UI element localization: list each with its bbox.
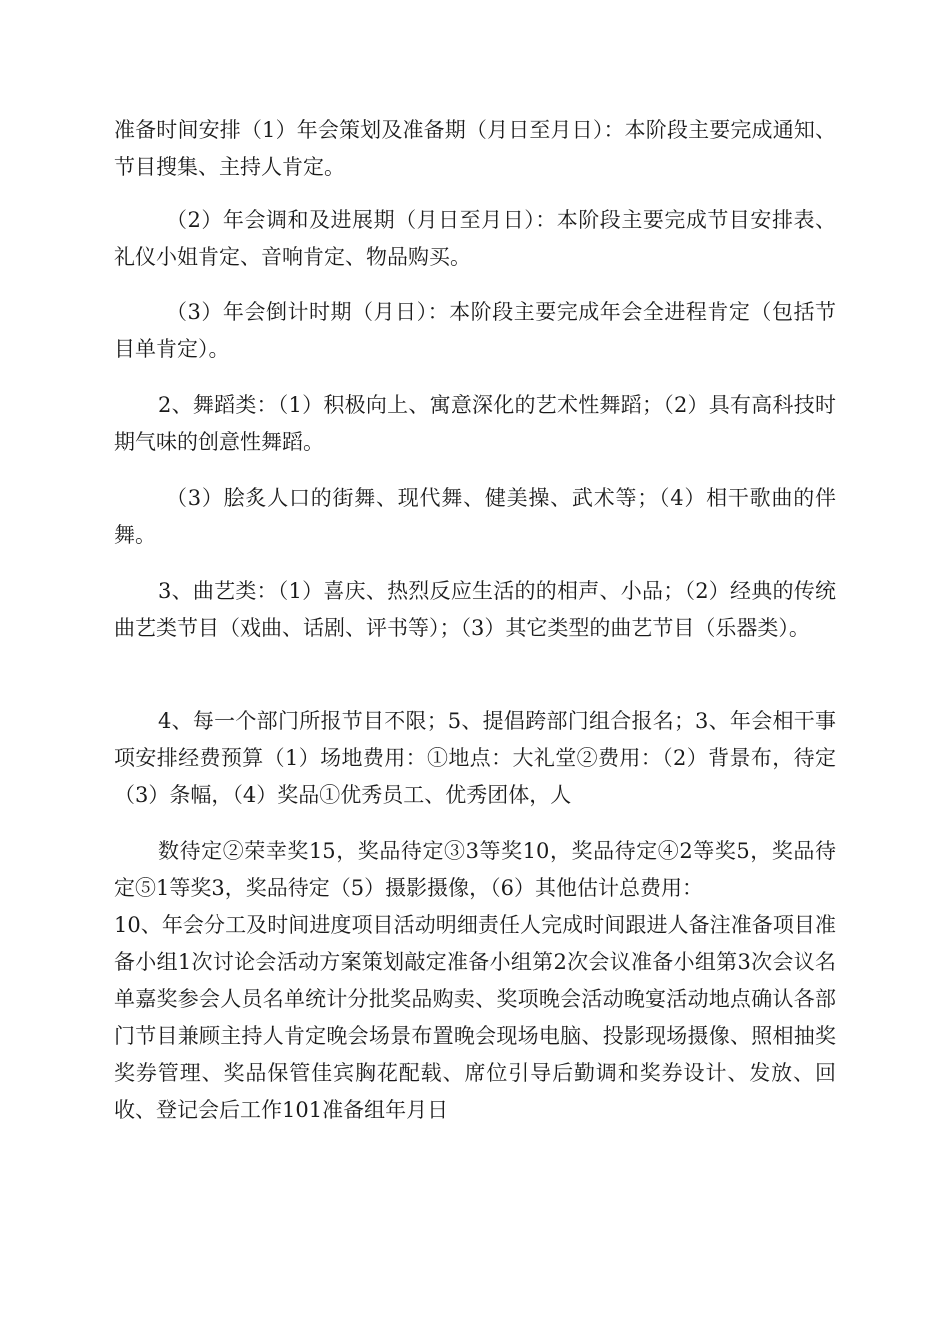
paragraph-task-division: 10、年会分工及时间进度项目活动明细责任人完成时间跟进人备注准备项目准备小组1次讨论会活动方案策划敲定准备小组第2次会议准备小组第3次会议名单嘉奖参会人员名单统计分批奖品购卖、奖项晚会活动晚宴活动地点确认各部门节目兼顾主持人肯定晚会场景布置晚会现场电脑、投影现场摄像、照相抽奖奖券管理、奖品保管佳宾胸花配载、席位引导后勤调和奖券设计、发放、回收、登记会后工作101准备组年月日 [114, 913, 836, 1122]
paragraph-coordination-phase: （2）年会调和及进展期（月日至月日）：本阶段主要完成节目安排表、礼仪小姐肯定、音响肯定、物品购买。 [114, 208, 836, 269]
paragraph-countdown-phase: （3）年会倒计时期（月日）：本阶段主要完成年会全进程肯定（包括节目单肯定）。 [114, 300, 836, 361]
paragraph-prizes: 数待定②荣幸奖15，奖品待定③3等奖10，奖品待定④2等奖5，奖品待定⑤1等奖3，奖品待定（5）摄影摄像，（6）其他估计总费用： [114, 839, 836, 900]
paragraph-budget: 4、每一个部门所报节目不限；5、提倡跨部门组合报名；3、年会相干事项安排经费预算（1）场地费用：①地点：大礼堂②费用：（2）背景布，待定（3）条幅，（4）奖品①优秀员工、优秀团体，人 [114, 709, 836, 807]
paragraph-dance-category: 2、舞蹈类：（1）积极向上、寓意深化的艺术性舞蹈；（2）具有高科技时期气味的创意性舞蹈。 [114, 393, 836, 454]
paragraph-preparation-schedule: 准备时间安排（1）年会策划及准备期（月日至月日）：本阶段主要完成通知、节目搜集、主持人肯定。 [114, 118, 836, 179]
paragraph-quyi-category: 3、曲艺类：（1）喜庆、热烈反应生活的的相声、小品；（2）经典的传统曲艺类节目（戏曲、话剧、评书等）；（3）其它类型的曲艺节目（乐器类）。 [114, 579, 836, 640]
paragraph-dance-category-cont: （3）脍炙人口的街舞、现代舞、健美操、武术等；（4）相干歌曲的伴舞。 [114, 486, 836, 547]
